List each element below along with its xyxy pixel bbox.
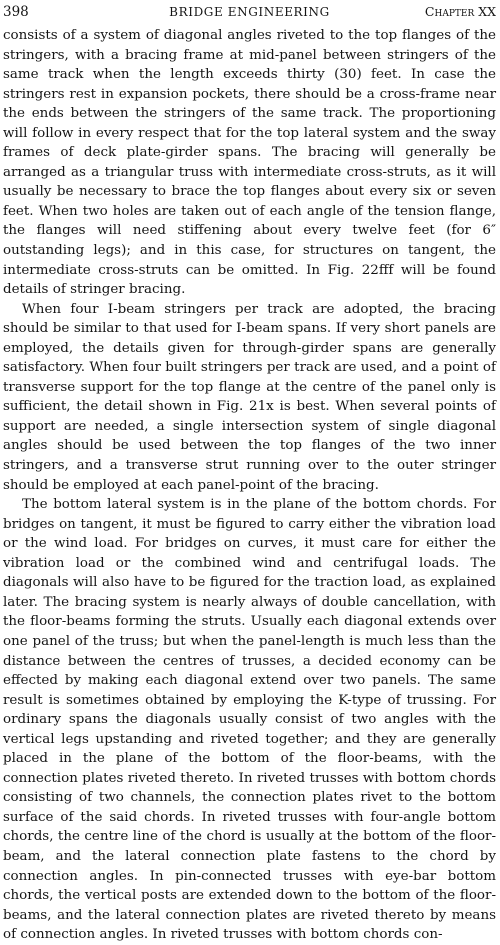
page-number: 398: [3, 4, 29, 20]
body-text: [3, 26, 496, 945]
paragraph-stringer-bracing: When four I-beam stringers per track are adopted, the bracing should be similar to that used for I-beam spans. If very short panels are employed, the details given for through-girder spans are generally satisfactory. When four built stringers per track are used, and a point of transverse support for the top flange at the centre of the panel only is sufficient, the detail shown in Fig. 21x is best. When several points of support are needed, a single intersection system of single diagonal angles should be used between the top flanges of the two inner stringers, and a transverse strut running over to the outer stringer should be employed at each panel-point of the bracing.: [3, 301, 496, 493]
paragraph-bottom-lateral-system: The bottom lateral system is in the plane of the bottom chords. For bridges on tangent, it must be figured to carry either the vibration load or the wind load. For bridges on curves, it must care for either the vibration load or the combined wind and centrifugal loads. The diagonals will also have to be figured for the traction load, as explained later. The bracing system is nearly always of double cancellation, with the floor-beams forming the struts. Usually each diagonal extends over one panel of the truss; but when the panel-length is much less than the distance between the centres of trusses, a decided economy can be effected by making each diagonal extend over two panels. The same result is sometimes obtained by employing the K-type of trussing. For ordinary spans the diagonals usually consist of two angles with the vertical legs upstanding and riveted together; and they are generally placed in the plane of the bottom of the floor-beams, with the connection plates riveted thereto. In riveted trusses with bottom chords consisting of two channels, the connection plates rivet to the bottom surface of the said chords. In riveted trusses with four-angle bottom chords, the centre line of the chord is usually at the bottom of the floor-beam, and the lateral connection plate fastens to the chord by connection angles. In pin-connected trusses with eye-bar bottom chords, the vertical posts are extended down to the bottom of the floor-beams, and the lateral connection plates are riveted thereto by means of connection angles. In riveted trusses with bottom chords con-: [3, 497, 496, 943]
chapter-label: Chapter XX: [424, 4, 496, 19]
running-title: BRIDGE ENGINEERING: [169, 5, 330, 19]
running-header: [3, 2, 496, 22]
paragraph-continued: consists of a system of diagonal angles riveted to the top flanges of the stringers, with a bracing frame at mid-panel between stringers of the same track when the length exceeds thirty (30) feet. In case the stringers rest in expansion pockets, there should be a cross-frame near the ends between the stringers of the same track. The proportioning will follow in every respect that for the top lateral system and the sway frames of deck plate-girder spans. The bracing will generally be arranged as a triangular truss with intermediate cross-struts, as it will usually be necessary to brace the top flanges about every six or seven feet. When two holes are taken out of each angle of the tension flange, the flanges will need stiffening about every twelve feet (for 6″ outstanding legs); and in this case, for structures on tangent, the intermediate cross-struts can be omitted. In Fig. 22fff will be found details of stringer bracing.: [3, 28, 496, 298]
